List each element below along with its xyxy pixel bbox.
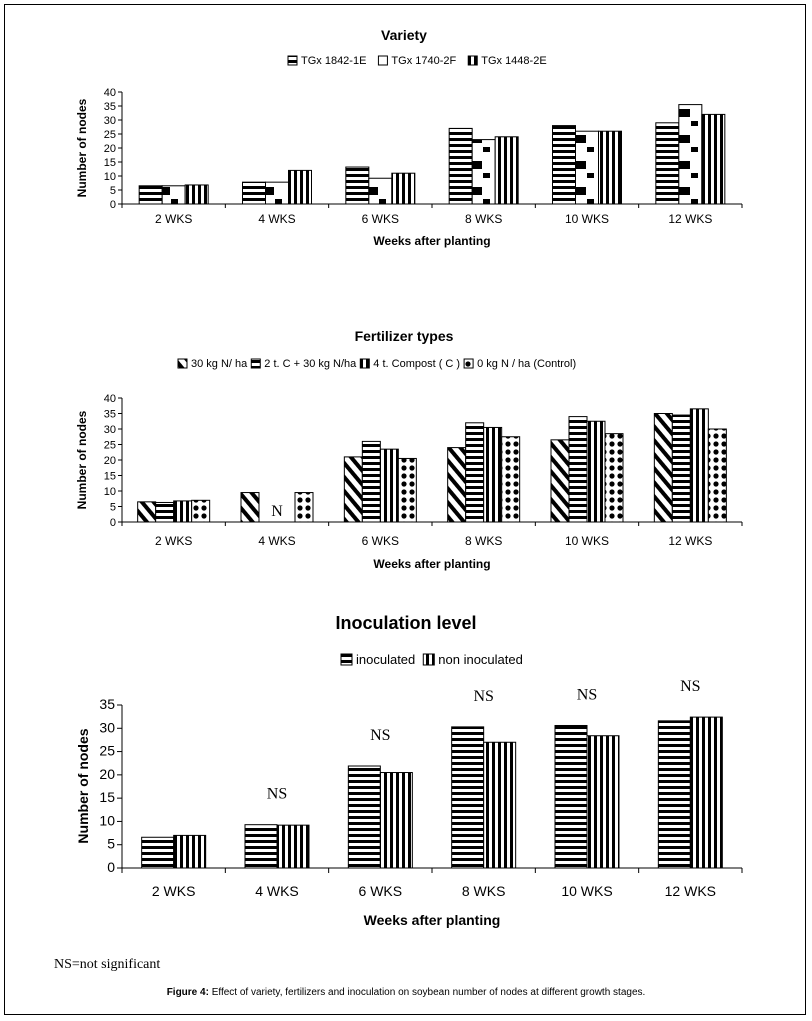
y-tick-label: 25 (103, 439, 116, 452)
bar-1 (348, 766, 380, 868)
x-tick-label: 2 WKS (154, 534, 193, 548)
bar-3 (185, 185, 208, 204)
bar-1 (142, 837, 174, 868)
inoculation-plot (99, 678, 742, 899)
figure-caption (0, 987, 812, 998)
y-tick-label: 35 (99, 696, 115, 712)
bar-1 (243, 182, 266, 204)
variety-chart (75, 27, 742, 248)
y-tick-label: 15 (103, 470, 116, 483)
y-tick-label: 15 (99, 789, 115, 806)
y-tick-label: 35 (103, 101, 116, 113)
bar-3 (599, 131, 622, 204)
y-tick-label: 25 (99, 742, 115, 759)
variety-legend (288, 55, 547, 67)
x-tick-label: 6 WKS (358, 883, 403, 899)
bar-3 (289, 170, 312, 204)
legend-swatch-2 (378, 56, 387, 65)
bar-2 (472, 140, 495, 204)
y-tick-label: 0 (107, 859, 115, 875)
x-tick-label: 4 WKS (258, 212, 296, 226)
x-tick-label: 2 WKS (154, 212, 193, 226)
bar-1 (553, 126, 576, 204)
y-tick-label: 30 (99, 719, 115, 736)
y-tick-label: 25 (103, 129, 116, 141)
y-tick-label: 0 (109, 517, 116, 529)
bar-2 (569, 417, 587, 522)
y-tick-label: 5 (109, 501, 116, 514)
bar-1 (654, 414, 672, 523)
significance-label: NS (473, 687, 494, 705)
bar-2 (466, 423, 484, 522)
bar-1 (656, 123, 679, 204)
bar-4 (708, 429, 726, 522)
bar-2 (266, 182, 289, 204)
legend-label-3: TGx 1448-2E (481, 55, 547, 67)
x-tick-label: 4 WKS (258, 534, 296, 548)
bar-1 (346, 167, 369, 204)
y-tick-label: 10 (103, 486, 116, 498)
inoculation-chart (75, 613, 742, 928)
legend-label-1: TGx 1842-1E (301, 55, 367, 67)
legend-label-1: 30 kg N/ ha (191, 358, 248, 370)
significance-label: NS (680, 678, 701, 696)
variety-plot (104, 87, 742, 226)
legend-swatch-1 (341, 654, 352, 665)
bar-4 (502, 437, 520, 522)
caption-text: Effect of variety, fertilizers and inoculation on soybean number of nodes at different growth stages. (208, 987, 646, 998)
bar-2 (277, 825, 309, 868)
bar-2 (156, 502, 174, 522)
bar-3 (587, 421, 605, 522)
x-tick-label: 8 WKS (464, 534, 503, 548)
bar-4 (398, 458, 416, 522)
inoculation-ylabel: Number of nodes (75, 728, 91, 844)
variety-ylabel: Number of nodes (75, 98, 89, 198)
bar-2 (690, 717, 722, 868)
y-tick-label: 10 (99, 812, 115, 829)
significance-label: NS (370, 727, 391, 745)
significance-label: N (271, 503, 283, 520)
bar-4 (605, 434, 623, 522)
footnote: NS=not significant (54, 957, 161, 972)
legend-label-2: non inoculated (438, 652, 523, 667)
legend-swatch-3 (360, 359, 369, 368)
bar-3 (495, 137, 518, 204)
bar-2 (369, 178, 392, 204)
x-tick-label: 12 WKS (664, 883, 717, 899)
variety-title: Variety (381, 27, 427, 43)
significance-label: NS (266, 785, 288, 803)
legend-label-2: 2 t. C + 30 kg N/ha (264, 358, 357, 370)
bar-4 (295, 493, 313, 522)
y-tick-label: 40 (103, 87, 116, 99)
bar-1 (448, 448, 466, 522)
y-tick-label: 35 (103, 408, 116, 421)
bar-1 (139, 186, 162, 204)
fertilizer-ylabel: Number of nodes (75, 410, 89, 510)
x-tick-label: 12 WKS (668, 534, 713, 548)
caption-label: Figure 4: (166, 987, 209, 998)
x-tick-label: 10 WKS (561, 883, 613, 899)
legend-swatch-2 (251, 359, 260, 368)
y-tick-label: 40 (103, 393, 116, 405)
bar-1 (241, 493, 259, 522)
bar-1 (138, 502, 156, 522)
fertilizer-plot (104, 393, 742, 548)
bar-4 (192, 500, 210, 522)
bar-3 (380, 449, 398, 522)
bar-2 (362, 441, 380, 522)
x-tick-label: 6 WKS (361, 534, 400, 548)
y-tick-label: 10 (103, 171, 116, 183)
bar-3 (174, 501, 192, 522)
legend-label-2: TGx 1740-2F (391, 55, 457, 67)
bar-2 (576, 131, 599, 204)
bar-2 (672, 415, 690, 522)
bar-3 (392, 173, 415, 204)
x-tick-label: 8 WKS (461, 883, 506, 899)
y-tick-label: 0 (109, 199, 116, 211)
legend-swatch-3 (468, 56, 477, 65)
inoculation-title: Inoculation level (335, 613, 477, 633)
bar-2 (587, 736, 619, 868)
legend-label-4: 0 kg N / ha (Control) (477, 358, 577, 370)
x-tick-label: 10 WKS (564, 212, 610, 226)
x-tick-label: 4 WKS (255, 883, 299, 899)
x-tick-label: 8 WKS (464, 212, 503, 226)
inoculation-xlabel: Weeks after planting (363, 912, 501, 928)
x-tick-label: 2 WKS (151, 883, 196, 899)
y-tick-label: 20 (103, 143, 116, 155)
significance-label: NS (576, 686, 598, 704)
legend-label-1: inoculated (356, 652, 416, 667)
bar-2 (162, 186, 185, 204)
bar-3 (702, 114, 725, 204)
bar-1 (555, 725, 587, 868)
y-tick-label: 20 (99, 765, 115, 782)
legend-swatch-2 (423, 654, 434, 665)
bar-1 (551, 440, 569, 522)
legend-swatch-1 (178, 359, 187, 368)
legend-label-3: 4 t. Compost ( C ) (373, 358, 461, 370)
x-tick-label: 10 WKS (564, 534, 610, 548)
bar-1 (245, 825, 277, 868)
fertilizer-chart (75, 328, 742, 571)
inoculation-legend (341, 652, 523, 667)
y-tick-label: 5 (107, 835, 115, 852)
bar-1 (344, 457, 362, 522)
fertilizer-legend (178, 358, 576, 370)
bar-2 (174, 835, 206, 868)
bar-1 (452, 727, 484, 868)
variety-xlabel: Weeks after planting (373, 234, 491, 248)
x-tick-label: 12 WKS (668, 212, 713, 226)
bar-3 (690, 409, 708, 522)
bar-2 (380, 773, 412, 868)
y-tick-label: 20 (103, 455, 116, 467)
legend-swatch-1 (288, 56, 297, 65)
y-tick-label: 30 (103, 115, 116, 127)
fertilizer-xlabel: Weeks after planting (373, 557, 491, 571)
x-tick-label: 6 WKS (361, 212, 400, 226)
legend-swatch-4 (464, 359, 473, 368)
bar-2 (484, 742, 516, 868)
y-tick-label: 5 (109, 185, 116, 197)
fertilizer-title: Fertilizer types (354, 328, 454, 344)
y-tick-label: 30 (103, 424, 116, 436)
bar-1 (449, 128, 472, 204)
bar-1 (658, 721, 690, 868)
y-tick-label: 15 (103, 157, 116, 169)
bar-2 (679, 105, 702, 204)
bar-3 (484, 427, 502, 522)
